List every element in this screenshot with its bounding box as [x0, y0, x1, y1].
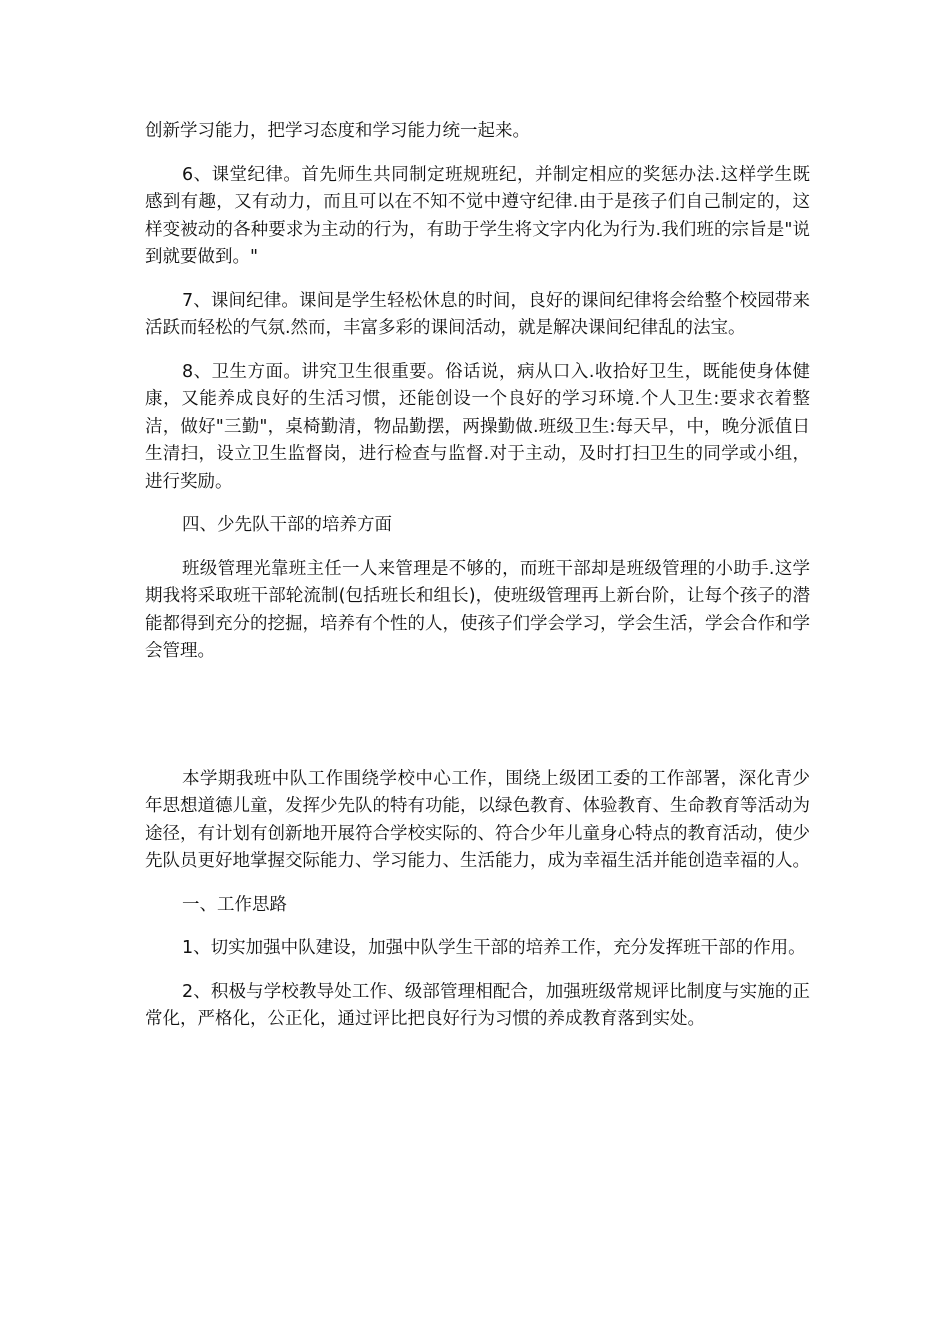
paragraph-gap [145, 146, 810, 162]
paragraph-semester-intro: 本学期我班中队工作围绕学校中心工作，围绕上级团工委的工作部署，深化青少年思想道德儿童，发挥少先队的特有功能，以绿色教育、体验教育、生命教育等活动为途径，有计划有创新地开展符合学校实际的、符合少年儿童身心特点的教育活动，使少先队员更好地掌握交际能力、学习能力、生活能力，成为幸福生活并能创造幸福的人。 [145, 768, 810, 871]
paragraph-gap [145, 343, 810, 359]
paragraph-classroom-discipline: 6、课堂纪律。首先师生共同制定班规班纪，并制定相应的奖惩办法.这样学生既感到有趣，又有动力，而且可以在不知不觉中遵守纪律.由于是孩子们自己制定的，这样变被动的各种要求为主动的行为，有助于学生将文字内化为行为.我们班的宗旨是"说到就要做到。" [145, 164, 810, 267]
paragraph-gap [145, 876, 810, 892]
paragraph-break-discipline: 7、课间纪律。课间是学生轻松休息的时间，良好的课间纪律将会给整个校园带来活跃而轻松的气氛.然而，丰富多彩的课间活动，就是解决课间纪律乱的法宝。 [145, 290, 810, 338]
paragraph-continuation: 创新学习能力，把学习态度和学习能力统一起来。 [145, 121, 530, 141]
section-heading-work-ideas: 一、工作思路 [182, 894, 287, 915]
section-heading-cadre-training: 四、少先队干部的培养方面 [182, 515, 392, 535]
paragraph-gap [145, 272, 810, 288]
document-page [145, 118, 810, 1034]
paragraph-gap [145, 496, 810, 512]
paragraph-gap [145, 963, 810, 979]
paragraph-cooperation: 2、积极与学校教导处工作、级部管理相配合，加强班级常规评比制度与实施的正常化，严格化，公正化，通过评比把良好行为习惯的养成教育落到实处。 [145, 981, 810, 1029]
section-break [145, 666, 810, 766]
paragraph-gap [145, 919, 810, 935]
paragraph-squad-building: 1、切实加强中队建设，加强中队学生干部的培养工作，充分发挥班干部的作用。 [182, 938, 806, 958]
paragraph-class-management: 班级管理光靠班主任一人来管理是不够的，而班干部却是班级管理的小助手.这学期我将采取班干部轮流制(包括班长和组长)，使班级管理再上新台阶，让每个孩子的潜能都得到充分的挖掘，培养有个性的人，使孩子们学会学习，学会生活，学会合作和学会管理。 [145, 558, 810, 661]
paragraph-gap [145, 540, 810, 556]
paragraph-hygiene: 8、卫生方面。讲究卫生很重要。俗话说，病从口入.收拾好卫生，既能使身体健康，又能养成良好的生活习惯，还能创设一个良好的学习环境.个人卫生:要求衣着整洁，做好"三勤"，桌椅勤清，物品勤摆，两操勤做.班级卫生:每天早，中，晚分派值日生清扫，设立卫生监督岗，进行检查与监督.对于主动，及时打扫卫生的同学或小组，进行奖励。 [145, 361, 810, 492]
